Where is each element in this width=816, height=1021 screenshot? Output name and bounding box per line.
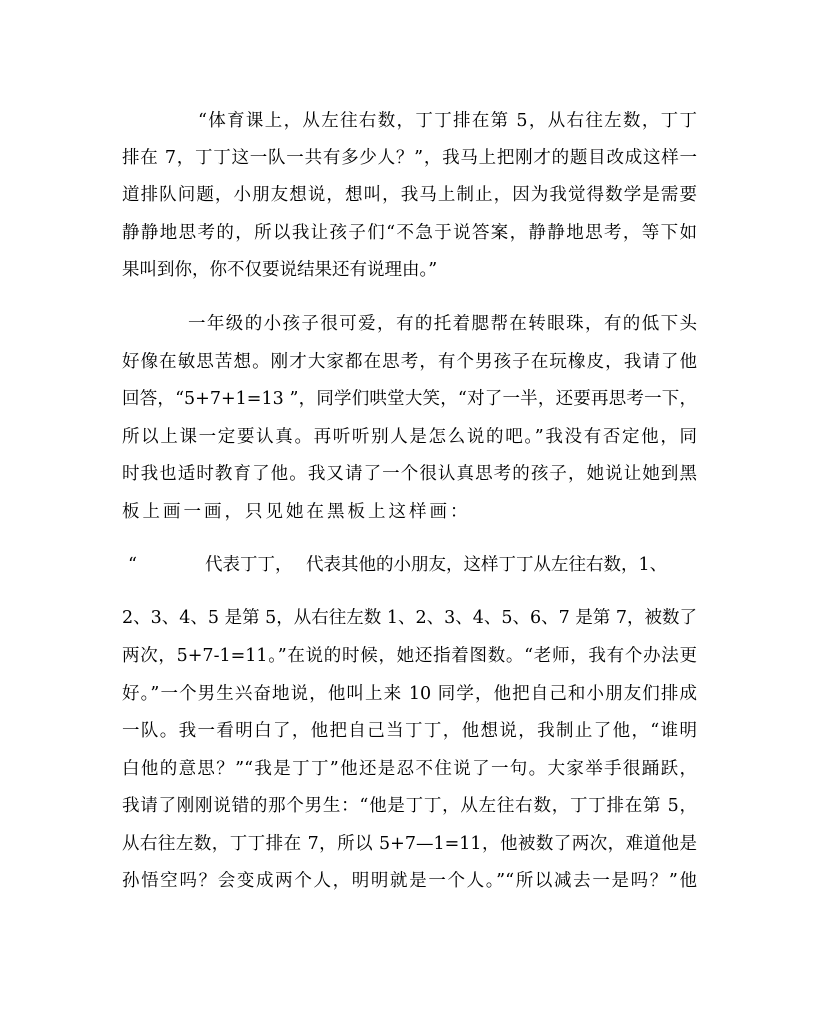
text-line: 一队。我一看明白了，他把自己当丁丁，他想说，我制止了他，“谁明 bbox=[122, 721, 697, 741]
text-line: 好像在敏思苦想。刚才大家都在思考，有个男孩子在玩橡皮，我请了他 bbox=[122, 352, 697, 372]
text-line: 板上画一画，只见她在黑板上这样画： bbox=[122, 502, 471, 522]
figure-text-part2: 代表其他的小朋友，这样丁丁从左往右数，1、 bbox=[306, 555, 668, 575]
text-line: 一年级的小孩子很可爱，有的托着腮帮在转眼珠，有的低下头 bbox=[188, 314, 697, 334]
text-line: 回答，“5+7+1=13 ”，同学们哄堂大笑，“对了一半，还要再思考一下， bbox=[122, 389, 697, 409]
text-line: 静静地思考的，所以我让孩子们“不急于说答案，静静地思考，等下如 bbox=[122, 223, 697, 243]
text-line: 果叫到你，你不仅要说结果还有说理由。” bbox=[122, 260, 438, 280]
text-line: 所以上课一定要认真。再听听别人是怎么说的吧。”我没有否定他，同 bbox=[122, 427, 697, 447]
text-line: 白他的意思？”“我是丁丁”他还是忍不住说了一句。大家举手很踊跃， bbox=[122, 759, 697, 779]
figure-text-part1: 代表丁丁， bbox=[205, 555, 293, 575]
text-line: 时我也适时教育了他。我又请了一个很认真思考的孩子，她说让她到黑 bbox=[122, 464, 697, 484]
text-line: 两次，5+7-1=11。”在说的时候，她还指着图数。“老师，我有个办法更 bbox=[122, 646, 697, 666]
figure-description-line bbox=[122, 550, 697, 580]
text-line: 排在 7，丁丁这一队一共有多少人？”，我马上把刚才的题目改成这样一 bbox=[122, 148, 697, 168]
text-line: 从右往左数，丁丁排在 7，所以 5+7—1=11，他被数了两次，难道他是 bbox=[122, 834, 697, 854]
text-line: 道排队问题，小朋友想说，想叫，我马上制止，因为我觉得数学是需要 bbox=[122, 185, 697, 205]
text-line: “体育课上，从左往右数，丁丁排在第 5，从右往左数，丁丁 bbox=[198, 111, 697, 131]
text-line: 孙悟空吗？会变成两个人，明明就是一个人。”“所以减去一是吗？”他 bbox=[122, 871, 697, 891]
text-line: 我请了刚刚说错的那个男生：“他是丁丁，从左往右数，丁丁排在第 5， bbox=[122, 796, 697, 816]
opening-quote: “ bbox=[128, 555, 137, 575]
text-line: 2、3、4、5 是第 5，从右往左数 1、2、3、4、5、6、7 是第 7，被数了 bbox=[122, 608, 698, 628]
text-line: 好。”一个男生兴奋地说，他叫上来 10 同学，他把自己和小朋友们排成 bbox=[122, 684, 697, 704]
